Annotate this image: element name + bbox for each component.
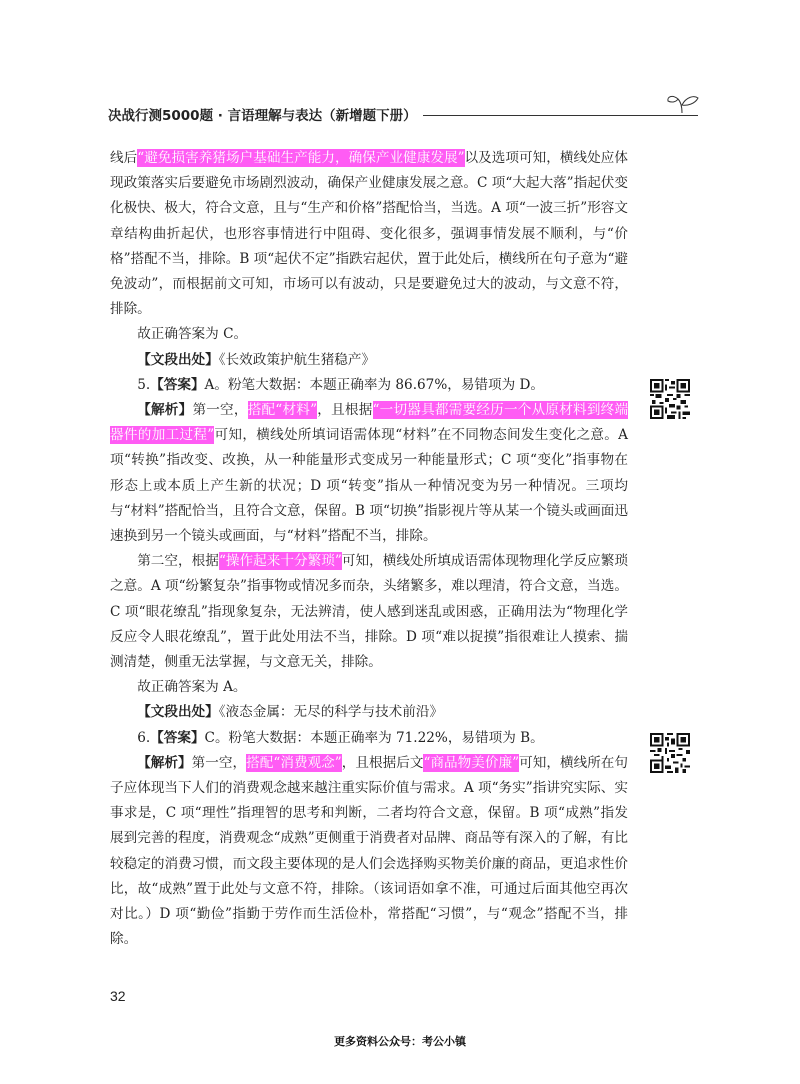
source-text: 《长效政策护航生猪稳产》 xyxy=(218,351,376,368)
analysis-label: 【解析】 xyxy=(137,402,193,419)
highlight: “商品物美价廉” xyxy=(423,754,520,771)
answer-label: 【答案】 xyxy=(150,376,205,393)
page-number: 32 xyxy=(110,988,126,1004)
text: 以及选项可知，横线处应体现政策落实后要避免市场剧烈波动，确保产业健康发展之意。C 项“大起大落”指起伏变化极快、极大，符合文意，且与“生产和价格”搭配恰当，当选。A 项“一波三折”形容文章结构曲折起伏，也形容事情进行中阻碍、变化很多，强调事情发展不顺利，与“价格”搭配不当，排除。B 项“起伏不定”指跌宕起伏，置于此处后，横线所在句子意为“避免波动”，而根据前文可知，市场可以有波动，只是要避免过大的波动，与文意不符，排除。 xyxy=(110,150,628,318)
answer-label: 【答案】 xyxy=(150,729,205,746)
text: 第一空， xyxy=(192,402,248,419)
answer-line xyxy=(110,726,628,751)
text: 可知，横线所在句子应体现当下人们的消费观念越来越注重实际价值与需求。A 项“务实”指讲究实际、实事求是，C 项“理性”指理智的思考和判断，二者均符合文意，保留。B 项“成熟”指发展到完善的程度，消费观念“成熟”更侧重于消费者对品牌、商品等有深入的了解，有比较稳定的消费习惯，而文段主要体现的是人们会选择购买物美价廉的商品，更追求性价比，故“成熟”置于此处与文意不符，排除。（该词语如拿不准，可通过后面其他空再次对比。）D 项“勤俭”指勤于劳作而生活俭朴，常搭配“习惯”，与“观念”搭配不当，排除。 xyxy=(110,754,629,948)
text: ，且根据后文 xyxy=(341,754,424,771)
source-line xyxy=(110,700,628,725)
text: 可知，横线处所填词语需体现“材料”在不同物态间发生变化之意。A 项“转换”指改变、改换，从一种能量形式变成另一种能量形式；C 项“变化”指事物在形态上或本质上产生新的状况；D 项“转变”指从一种情况变为另一种情况。三项均与“材料”搭配恰当，且符合文意，保留。B 项“切换”指影视片等从某一个镜头或画面迅速换到另一个镜头或画面，与“材料”搭配不当，排除。 xyxy=(110,427,628,545)
book-title: 决战行测5000题 · 言语理解与表达（新增题下册） xyxy=(108,104,423,124)
analysis-paragraph xyxy=(110,751,628,953)
source-label: 【文段出处】 xyxy=(137,351,219,368)
text: 可知，横线处所填成语需体现物理化学反应繁琐之意。A 项“纷繁复杂”指事物或情况多而杂，头绪繁多，难以理清，符合文意，当选。C 项“眼花缭乱”指现象复杂，无法辨清，使人感到迷乱或困惑，正确用法为“物理化学反应令人眼花缭乱”，置于此处用法不当，排除。D 项“难以捉摸”指很难让人摸索、揣测清楚，侧重无法掌握，与文意无关，排除。 xyxy=(110,553,628,671)
answer-content xyxy=(110,146,628,953)
footer-note: 更多资料公众号：考公小镇 xyxy=(334,1035,466,1048)
highlight: “操作起来十分繁琐” xyxy=(218,553,342,570)
qr-code-icon[interactable] xyxy=(650,733,690,773)
source-line xyxy=(110,348,628,373)
source-label: 【文段出处】 xyxy=(137,704,219,721)
running-header xyxy=(108,104,708,126)
paragraph xyxy=(110,146,628,322)
analysis-paragraph xyxy=(110,398,628,549)
source-text: 《液态金属：无尽的科学与技术前沿》 xyxy=(218,704,444,721)
question-number: 6. xyxy=(137,729,151,746)
highlight: 搭配“材料” xyxy=(247,402,318,419)
analysis-label: 【解析】 xyxy=(137,754,192,771)
answer-text: C。粉笔大数据：本题正确率为 71.22%，易错项为 B。 xyxy=(204,729,544,746)
text: 第一空， xyxy=(191,754,247,771)
conclusion: 故正确答案为 A。 xyxy=(137,679,247,696)
leaf-sprout-icon xyxy=(666,92,700,114)
answer-line xyxy=(110,373,628,398)
text: 线后 xyxy=(110,150,138,166)
highlight: “一切器具都需要经历一个从原材料到终端器件的加工过程” xyxy=(110,402,629,444)
text: 第二空，根据 xyxy=(137,553,219,570)
text: ，且根据 xyxy=(317,402,373,419)
answer-text: A。粉笔大数据：本题正确率为 86.67%，易错项为 D。 xyxy=(204,376,545,393)
highlight: “避免损害养猪场户基础生产能力，确保产业健康发展” xyxy=(137,150,465,166)
conclusion: 故正确答案为 C。 xyxy=(137,326,248,343)
question-number: 5. xyxy=(137,376,151,393)
qr-code-icon[interactable] xyxy=(650,379,690,419)
highlight: 搭配“消费观念” xyxy=(246,754,342,771)
analysis-paragraph xyxy=(110,549,628,675)
